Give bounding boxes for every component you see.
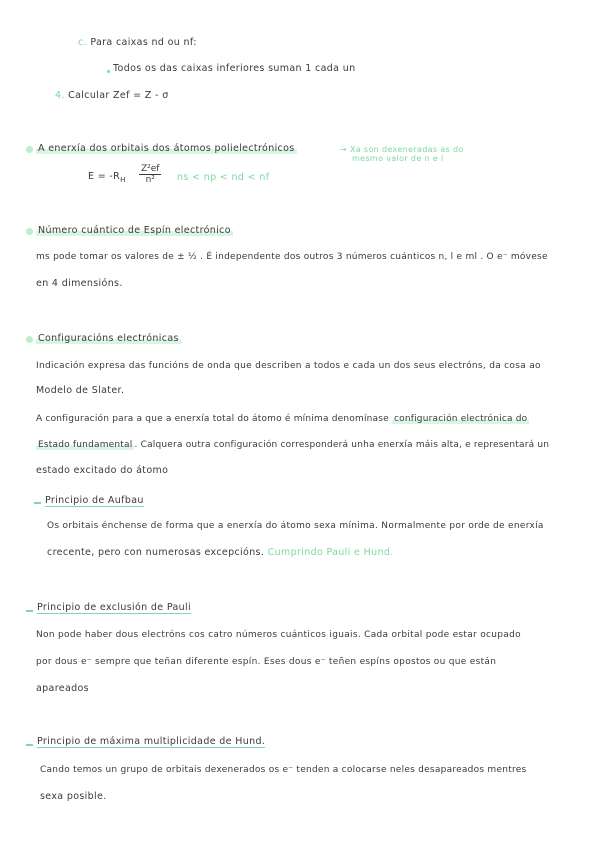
config-p1-line2: Modelo de Slater.	[36, 385, 125, 396]
spin-line-2: en 4 dimensións.	[36, 278, 123, 289]
config-heading-text: Configuracións electrónicas	[38, 333, 179, 344]
item-c-text: Para caixas nd ou nf:	[90, 37, 197, 48]
dash-icon	[26, 744, 33, 746]
section-dot-icon	[26, 146, 33, 153]
formula-fraction	[139, 164, 161, 185]
side-note-2: mesmo valor de n e l	[352, 154, 444, 163]
hund-line-1: Cando temos un grupo de orbitais dexenerados os e⁻ tenden a colocarse neles desapareados mentres	[40, 765, 527, 775]
section-dot-icon	[26, 336, 33, 343]
config-p2-line2	[36, 439, 549, 451]
energy-heading	[36, 143, 297, 155]
section-dot-icon	[26, 228, 33, 235]
hund-heading-text: Principio de máxima multiplicidade de Hund.	[37, 736, 266, 747]
aufbau-heading-text: Principio de Aufbau	[45, 495, 144, 506]
aufbau-line-1: Os orbitais énchense de forma que a enerxía do átomo sexa mínima. Normalmente por orde de enerxía	[47, 521, 544, 531]
aufbau-line-2-a: crecente, pero con numerosas excepcións.	[47, 547, 265, 558]
spin-heading-text: Número cuántico de Espín electrónico	[38, 225, 231, 236]
formula-numerator: Z²ef	[141, 164, 160, 174]
formula-denominator: n²	[145, 175, 155, 185]
side-note-1: → Xa son dexeneradas as do	[340, 145, 464, 154]
formula-sub: H	[120, 175, 126, 184]
config-p1-line1: Indicación expresa das funcións de onda que describen a todos e cada un dos seus electróns, da cosa ao	[36, 361, 541, 371]
spin-line-1: ms pode tomar os valores de ± ½ . É independente dos outros 3 números cuánticos n, l e ml . O e⁻ móvese	[36, 252, 548, 262]
aufbau-heading	[45, 495, 144, 507]
pauli-heading	[37, 602, 191, 614]
config-p2-line2-a: Estado fundamental	[38, 440, 133, 450]
pauli-line-1: Non pode haber dous electróns cos catro números cuánticos iguais. Cada orbital pode estar ocupado	[36, 630, 521, 640]
item-c-sub: Todos os das caixas inferiores suman 1 cada un	[113, 63, 356, 74]
item-4-marker: 4.	[55, 90, 65, 101]
config-p2-line1	[36, 413, 529, 425]
item-c-marker: c.	[78, 37, 87, 48]
item-c	[78, 37, 197, 49]
config-heading	[36, 333, 181, 345]
config-p2-line1-b: configuración electrónica do	[393, 414, 528, 424]
bullet-dot-icon	[107, 70, 110, 73]
energy-heading-text: A enerxía dos orbitais dos átomos polielectrónicos	[38, 143, 295, 154]
pauli-line-2: por dous e⁻ sempre que teñan diferente espín. Eses dous e⁻ teñen espíns opostos ou que están	[36, 657, 497, 667]
formula	[88, 171, 126, 186]
aufbau-line-2-b: Cumprindo Pauli e Hund.	[267, 547, 394, 558]
formula-left: E = -R	[88, 171, 121, 182]
item-4	[55, 90, 169, 102]
config-p2-line2-b: . Calquera outra configuración corresponderá unha enerxía máis alta, e representará un	[134, 440, 550, 450]
item-4-text: Calcular Zef = Z - σ	[68, 90, 169, 101]
dash-icon	[34, 502, 41, 504]
dash-icon	[26, 610, 33, 612]
aufbau-line-2	[47, 547, 394, 559]
spin-heading	[36, 225, 233, 237]
config-p2-line3: estado excitado do átomo	[36, 465, 169, 476]
pauli-heading-text: Principio de exclusión de Pauli	[37, 602, 192, 613]
pauli-line-3: apareados	[36, 683, 89, 694]
orbital-order: ns < np < nd < nf	[177, 172, 270, 183]
hund-heading	[37, 736, 265, 748]
config-p2-line1-a: A configuración para a que a enerxía total do átomo é mínima denomínase	[36, 414, 389, 424]
hund-line-2: sexa posible.	[40, 791, 107, 802]
